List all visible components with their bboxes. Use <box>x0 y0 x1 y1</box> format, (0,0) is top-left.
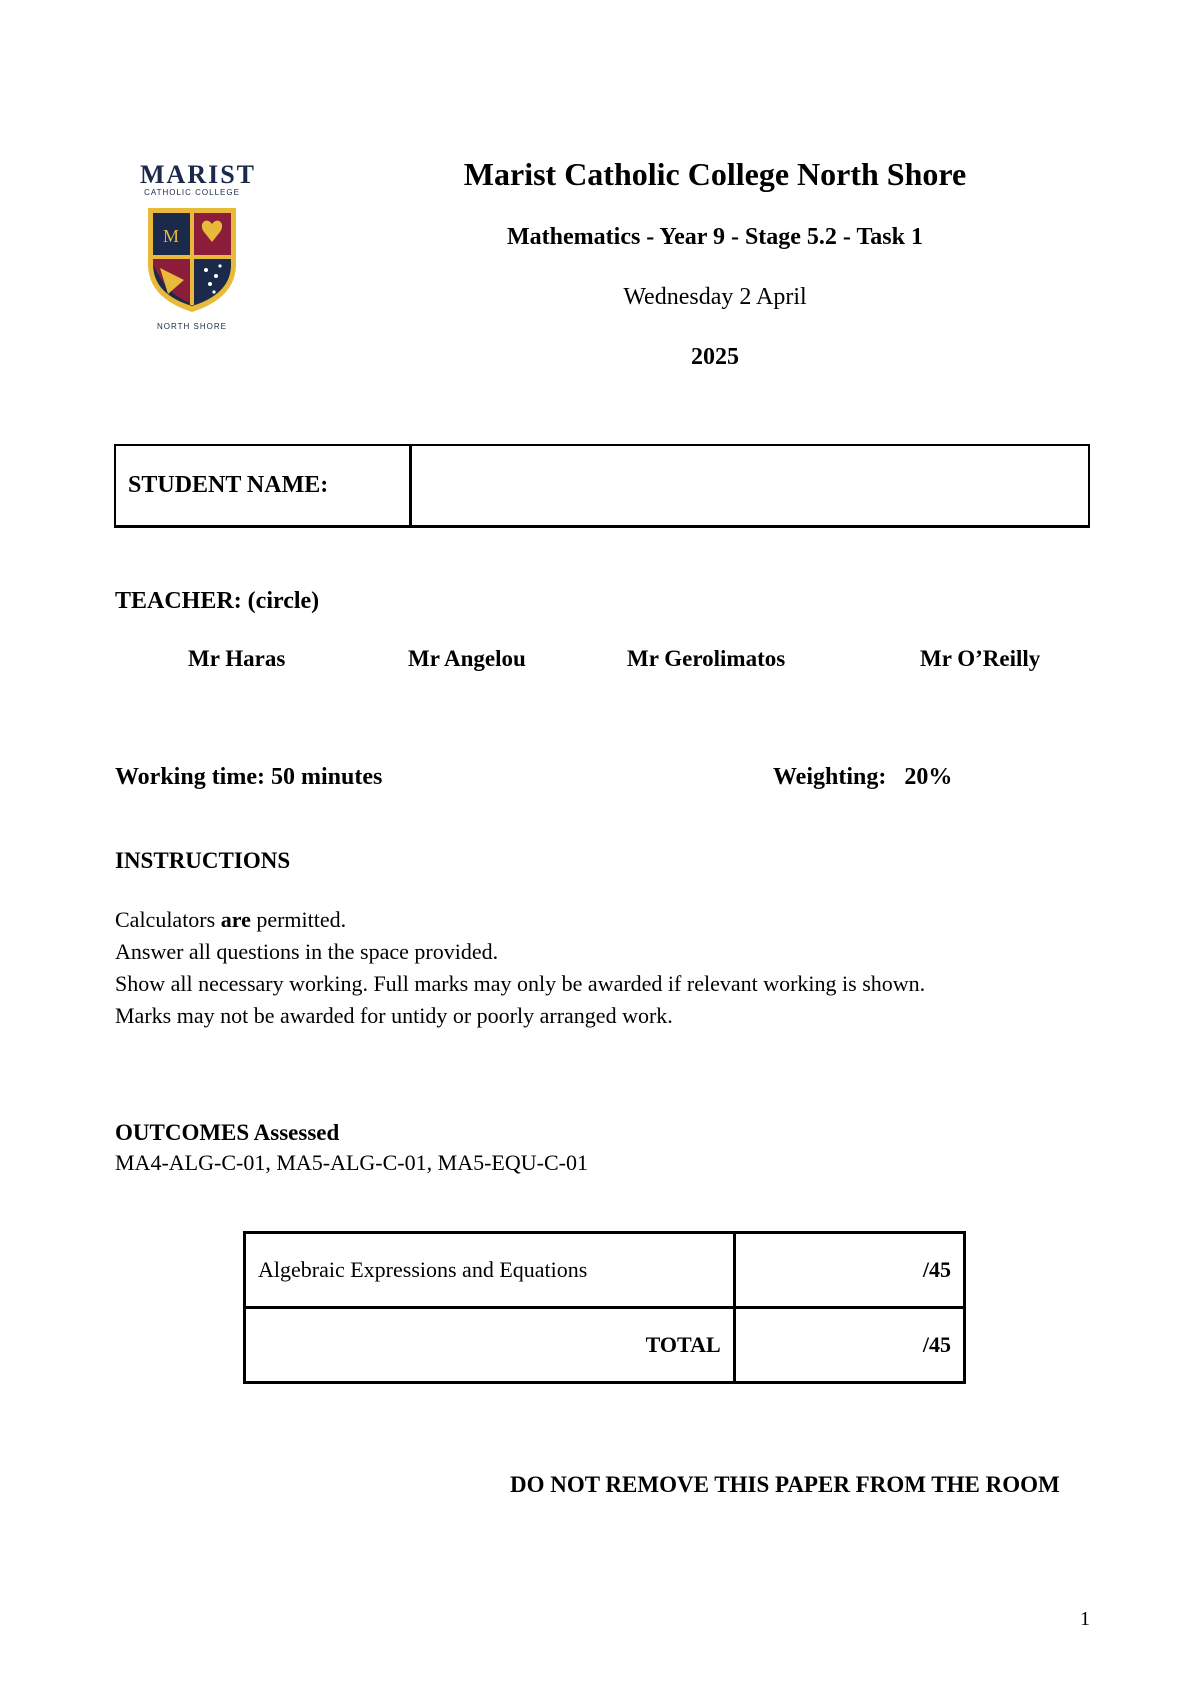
logo-wordmark: MARIST <box>140 160 257 189</box>
outcome-codes: MA4-ALG-C-01, MA5-ALG-C-01, MA5-EQU-C-01 <box>115 1150 588 1175</box>
instruction-line: Calculators are permitted. <box>115 907 347 932</box>
marks-row-score: /45 <box>734 1233 964 1308</box>
school-logo <box>140 160 257 342</box>
exam-subtitle: Mathematics - Year 9 - Stage 5.2 - Task 1 <box>507 224 923 250</box>
instructions-heading: INSTRUCTIONS <box>115 848 291 873</box>
table-row <box>245 1233 965 1308</box>
teacher-option[interactable]: Mr Angelou <box>408 646 526 671</box>
instruction-line: Marks may not be awarded for untidy or poorly arranged work. <box>115 1003 673 1028</box>
weighting: Weighting: 20% <box>773 764 953 790</box>
instruction-line: Answer all questions in the space provided. <box>115 939 499 964</box>
page-number: 1 <box>1080 1608 1090 1630</box>
outcomes-heading: OUTCOMES Assessed <box>115 1120 340 1145</box>
logo-subtitle: CATHOLIC COLLEGE <box>144 188 240 197</box>
teacher-heading: TEACHER: (circle) <box>115 588 320 614</box>
marks-total-score: /45 <box>734 1308 964 1383</box>
marks-table <box>243 1231 966 1384</box>
room-warning: DO NOT REMOVE THIS PAPER FROM THE ROOM <box>510 1472 1060 1497</box>
working-time: Working time: 50 minutes <box>115 764 383 790</box>
teacher-option[interactable]: Mr Gerolimatos <box>627 646 786 671</box>
student-name-box <box>114 444 1090 528</box>
instruction-line: Show all necessary working. Full marks may only be awarded if relevant working is shown. <box>115 971 926 996</box>
marks-row-label: Algebraic Expressions and Equations <box>245 1233 735 1308</box>
svg-text:M: M <box>162 226 180 246</box>
school-title: Marist Catholic College North Shore <box>463 156 967 192</box>
logo-footer-text: NORTH SHORE <box>157 322 227 331</box>
table-row <box>245 1308 965 1383</box>
exam-year: 2025 <box>691 344 739 370</box>
student-name-field[interactable] <box>412 446 1088 525</box>
instructions-list <box>115 904 925 1032</box>
student-name-label: STUDENT NAME: <box>116 446 412 525</box>
marks-total-label: TOTAL <box>245 1308 735 1383</box>
teacher-option[interactable]: Mr Haras <box>188 646 286 671</box>
shield-crest-icon <box>146 202 238 314</box>
teacher-option[interactable]: Mr O’Reilly <box>920 646 1041 671</box>
exam-date: Wednesday 2 April <box>623 284 807 310</box>
